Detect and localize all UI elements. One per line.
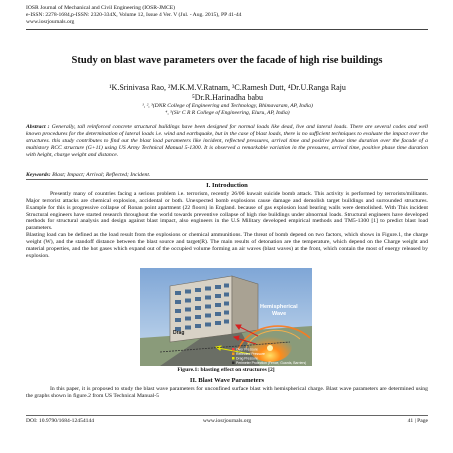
journal-header xyxy=(26,5,426,26)
footer-page-number: 41 | Page xyxy=(407,418,428,424)
intro-heading: I. Introduction xyxy=(206,182,248,189)
label-wave: Wave xyxy=(272,311,287,317)
abstract-label: Abstract : xyxy=(26,124,50,130)
authors-line-1: ¹K.Srinivasa Rao, ²M.K.M.V.Ratnam, ³C.Ramesh Dutt, ⁴Dr.U.Ranga Raju xyxy=(109,83,346,92)
paper-title: Study on blast wave parameters over the facade of high rise buildings xyxy=(71,55,383,66)
legend-over-pressure: Over Pressure xyxy=(236,347,258,352)
author-list xyxy=(50,83,405,102)
keywords-label: Keywords: xyxy=(26,172,51,178)
intro-paragraph-1: Presently many of countries facing a serious problem i.e. terrorism, recently 26/06 kuwait suicide bomb attack. This activity is performed by terrorists/militants. Major terrorist attacks are chemical explosion, accidental or both. Unexpected bomb explosions cause damage and demolish target buildings and surrounded structures. Example for this is progressive collapse of Ronan point apartment (22 floors) in England. because of gas explosion load bearing walls were demolished. With This incident Structural engineers have started research throughout the world towards preventive collapse of high rise buildings under abnormal loads. Structural engineers have developed methods for structural analysis and design against blast impact, also engineers in the U.S Military developed empirical methods and TM5-1300 [1] to predict blast load parameters. xyxy=(26,191,428,232)
affiliation-line-1: ¹, ², ³(DNR College of Engineering and Technology, Bhimavaram, AP, India) xyxy=(142,103,313,109)
explosion-center xyxy=(267,345,273,351)
keywords-text: Blast; Impact; Arrival; Reflected; Incident. xyxy=(52,172,151,178)
keywords xyxy=(26,172,428,179)
footer-site: www.iosrjournals.org xyxy=(202,418,252,424)
abstract xyxy=(26,124,428,159)
affiliation-line-2: ⁴, ⁵(Sir C R R College of Engineering, Eluru, AP, India) xyxy=(165,110,290,116)
blast-parameters-heading: II. Blast Wave Parameters xyxy=(189,377,265,384)
affiliations xyxy=(60,103,395,117)
intro-paragraph-2: Blasting load can be defined as the load result from the explosions or chemical ammunitions. The threat of bomb depend on two factors, which shows in Figure.1, the charge weight (W), and the standoff distance between the blast source and target(R). The main results of detonation are the temperature, which depend on the Charge weight and material properties, and the hot gases which expand out of the occupied volume forming an air waves (blast waves) at the front, which contain the most of energy released by explosion. xyxy=(26,232,428,259)
journal-issn: e-ISSN: 2278-1684,p-ISSN: 2320-334X, Volume 12, Issue 4 Ver. V (Jul. - Aug. 2015), PP 41-44 xyxy=(26,12,242,18)
legend-reflected-pressure: Reflected Pressure xyxy=(236,352,265,356)
figure-caption: Figure.1: blasting effect on structures [2] xyxy=(177,367,275,373)
header-divider xyxy=(26,29,428,30)
blast-parameters-paragraph: In this paper, it is proposed to study the blast wave parameters for unconfined surface blast with hemispherical charge. Blast wave parameters are determined using the graphs shown in figure.2 from US Technical Manual-5 xyxy=(26,386,428,399)
abstract-text: Generally, tall reinforced concrete structural buildings have been designed for normal loads like dead, live and lateral loads. There are several codes and well known procedures for the determination of lateral loads i.e. wind and earthquake, but in the case of blast loads, there is no sufficient techniques to evaluate the impact over the structures. this study contributes to find out the blast load parameters like incident, reflected pressures, arrival time and positive phase time duration over the facade of a multistory RCC structure (G+11) using US Army Technical Manual 5-1300. It is observed a remarkable variation in the pressures, arrival time, positive phase time duration with height, charge weight and distance. xyxy=(26,124,429,158)
abstract-divider xyxy=(26,179,428,180)
footer-divider xyxy=(26,415,428,416)
journal-website: www.iosrjournals.org xyxy=(26,19,75,25)
journal-name: IOSR Journal of Mechanical and Civil Engineering (IOSR-JMCE) xyxy=(26,5,175,11)
blast-illustration xyxy=(140,268,312,366)
label-hemispherical: Hemispherical xyxy=(260,304,298,310)
blast-figure xyxy=(140,268,312,366)
authors-line-2: ⁵Dr.R.Harinadha babu xyxy=(192,92,263,102)
label-drag: Drag xyxy=(173,330,185,336)
legend-drag-pressure: Drag Pressure xyxy=(236,356,258,361)
footer-doi: DOI: 10.9790/1684-12454144 xyxy=(26,418,95,424)
legend-perimeter-protection: Perimeter Protection (Fence, Guards, Barriers) xyxy=(236,361,307,365)
